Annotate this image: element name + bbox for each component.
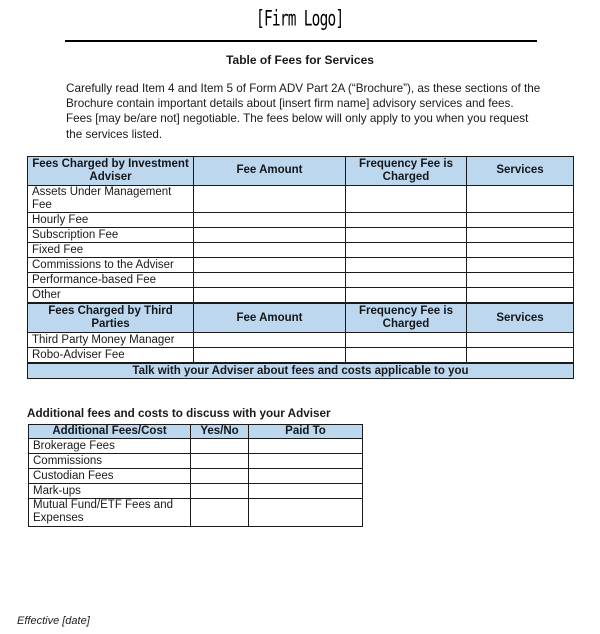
services-cell[interactable] — [467, 333, 574, 348]
table-row — [29, 439, 363, 454]
frequency-cell[interactable] — [346, 243, 467, 258]
frequency-cell[interactable] — [346, 288, 467, 304]
fee-amount-cell[interactable] — [194, 228, 346, 243]
table-row — [28, 333, 574, 348]
services-cell[interactable] — [467, 243, 574, 258]
fee-type-label: Third Party Money Manager — [28, 333, 194, 348]
yes-no-cell[interactable] — [191, 469, 249, 484]
fee-type-label: Hourly Fee — [28, 213, 194, 228]
yes-no-cell[interactable] — [191, 499, 249, 526]
paid-to-cell[interactable] — [249, 484, 363, 499]
table-row — [29, 499, 363, 526]
additional-fees-heading: Additional fees and costs to discuss with your Adviser — [27, 407, 331, 420]
table-row — [28, 228, 574, 243]
fee-amount-cell[interactable] — [194, 333, 346, 348]
fee-type-label: Performance-based Fee — [28, 273, 194, 288]
firm-logo-container — [0, 5, 600, 29]
frequency-cell[interactable] — [346, 228, 467, 243]
firm-logo-placeholder: [Firm Logo] — [256, 5, 344, 31]
services-cell[interactable] — [467, 228, 574, 243]
services-cell[interactable] — [467, 288, 574, 304]
additional-fee-label: Custodian Fees — [29, 469, 191, 484]
banner-row — [28, 363, 574, 379]
frequency-cell[interactable] — [346, 333, 467, 348]
additional-fee-label: Commissions — [29, 454, 191, 469]
paid-to-cell[interactable] — [249, 469, 363, 484]
additional-header-row — [29, 425, 363, 439]
paid-to-cell[interactable] — [249, 439, 363, 454]
fee-amount-cell[interactable] — [194, 243, 346, 258]
services-cell[interactable] — [467, 273, 574, 288]
fee-type-label: Subscription Fee — [28, 228, 194, 243]
additional-fees-table — [28, 424, 363, 527]
table-row — [29, 469, 363, 484]
table-row — [29, 454, 363, 469]
frequency-cell[interactable] — [346, 213, 467, 228]
yes-no-cell[interactable] — [191, 439, 249, 454]
table-row — [28, 213, 574, 228]
fee-amount-cell[interactable] — [194, 186, 346, 213]
fee-type-label: Other — [28, 288, 194, 304]
frequency-cell[interactable] — [346, 186, 467, 213]
additional-fee-label: Brokerage Fees — [29, 439, 191, 454]
fees-table — [27, 156, 574, 379]
services-cell[interactable] — [467, 258, 574, 273]
fee-amount-cell[interactable] — [194, 258, 346, 273]
adviser-header-row — [28, 157, 574, 186]
services-cell[interactable] — [467, 348, 574, 364]
fee-type-label: Robo-Adviser Fee — [28, 348, 194, 364]
talk-with-adviser-banner: Talk with your Adviser about fees and costs applicable to you — [28, 363, 574, 379]
services-cell[interactable] — [467, 213, 574, 228]
page-title: Table of Fees for Services — [226, 53, 374, 67]
additional-fee-label: Mutual Fund/ETF Fees and Expenses — [29, 499, 191, 526]
fee-type-label: Assets Under Management Fee — [28, 186, 194, 213]
frequency-cell[interactable] — [346, 348, 467, 364]
paid-to-cell[interactable] — [249, 499, 363, 526]
column-header-yes-no: Yes/No — [191, 425, 249, 439]
table-row — [28, 273, 574, 288]
column-header-services: Services — [467, 303, 574, 333]
header-divider-line — [65, 40, 537, 42]
fee-type-label: Commissions to the Adviser — [28, 258, 194, 273]
intro-paragraph: Carefully read Item 4 and Item 5 of Form ADV Part 2A (“Brochure”), as these sections of the Brochure contain important details about [insert firm name] advisory services and fees. Fees [may be/are not] negotiable. The fees below will only apply to you when you request the services listed. — [66, 82, 541, 141]
yes-no-cell[interactable] — [191, 454, 249, 469]
column-header-additional-fees-cost: Additional Fees/Cost — [29, 425, 191, 439]
third-party-header-row — [28, 303, 574, 333]
paid-to-cell[interactable] — [249, 454, 363, 469]
column-header-services: Services — [467, 157, 574, 186]
column-header-fees-charged-by-adviser: Fees Charged by Investment Adviser — [28, 157, 194, 186]
table-row — [29, 484, 363, 499]
column-header-frequency: Frequency Fee is Charged — [346, 303, 467, 333]
table-row — [28, 258, 574, 273]
effective-date: Effective [date] — [17, 615, 90, 627]
column-header-fees-charged-by-third-parties: Fees Charged by Third Parties — [28, 303, 194, 333]
table-row — [28, 186, 574, 213]
services-cell[interactable] — [467, 186, 574, 213]
column-header-fee-amount: Fee Amount — [194, 303, 346, 333]
additional-fee-label: Mark-ups — [29, 484, 191, 499]
fee-amount-cell[interactable] — [194, 213, 346, 228]
fee-amount-cell[interactable] — [194, 348, 346, 364]
table-row — [28, 288, 574, 304]
fee-amount-cell[interactable] — [194, 288, 346, 304]
table-row — [28, 348, 574, 364]
fee-amount-cell[interactable] — [194, 273, 346, 288]
frequency-cell[interactable] — [346, 258, 467, 273]
column-header-frequency: Frequency Fee is Charged — [346, 157, 467, 186]
column-header-fee-amount: Fee Amount — [194, 157, 346, 186]
frequency-cell[interactable] — [346, 273, 467, 288]
yes-no-cell[interactable] — [191, 484, 249, 499]
fee-type-label: Fixed Fee — [28, 243, 194, 258]
table-row — [28, 243, 574, 258]
column-header-paid-to: Paid To — [249, 425, 363, 439]
